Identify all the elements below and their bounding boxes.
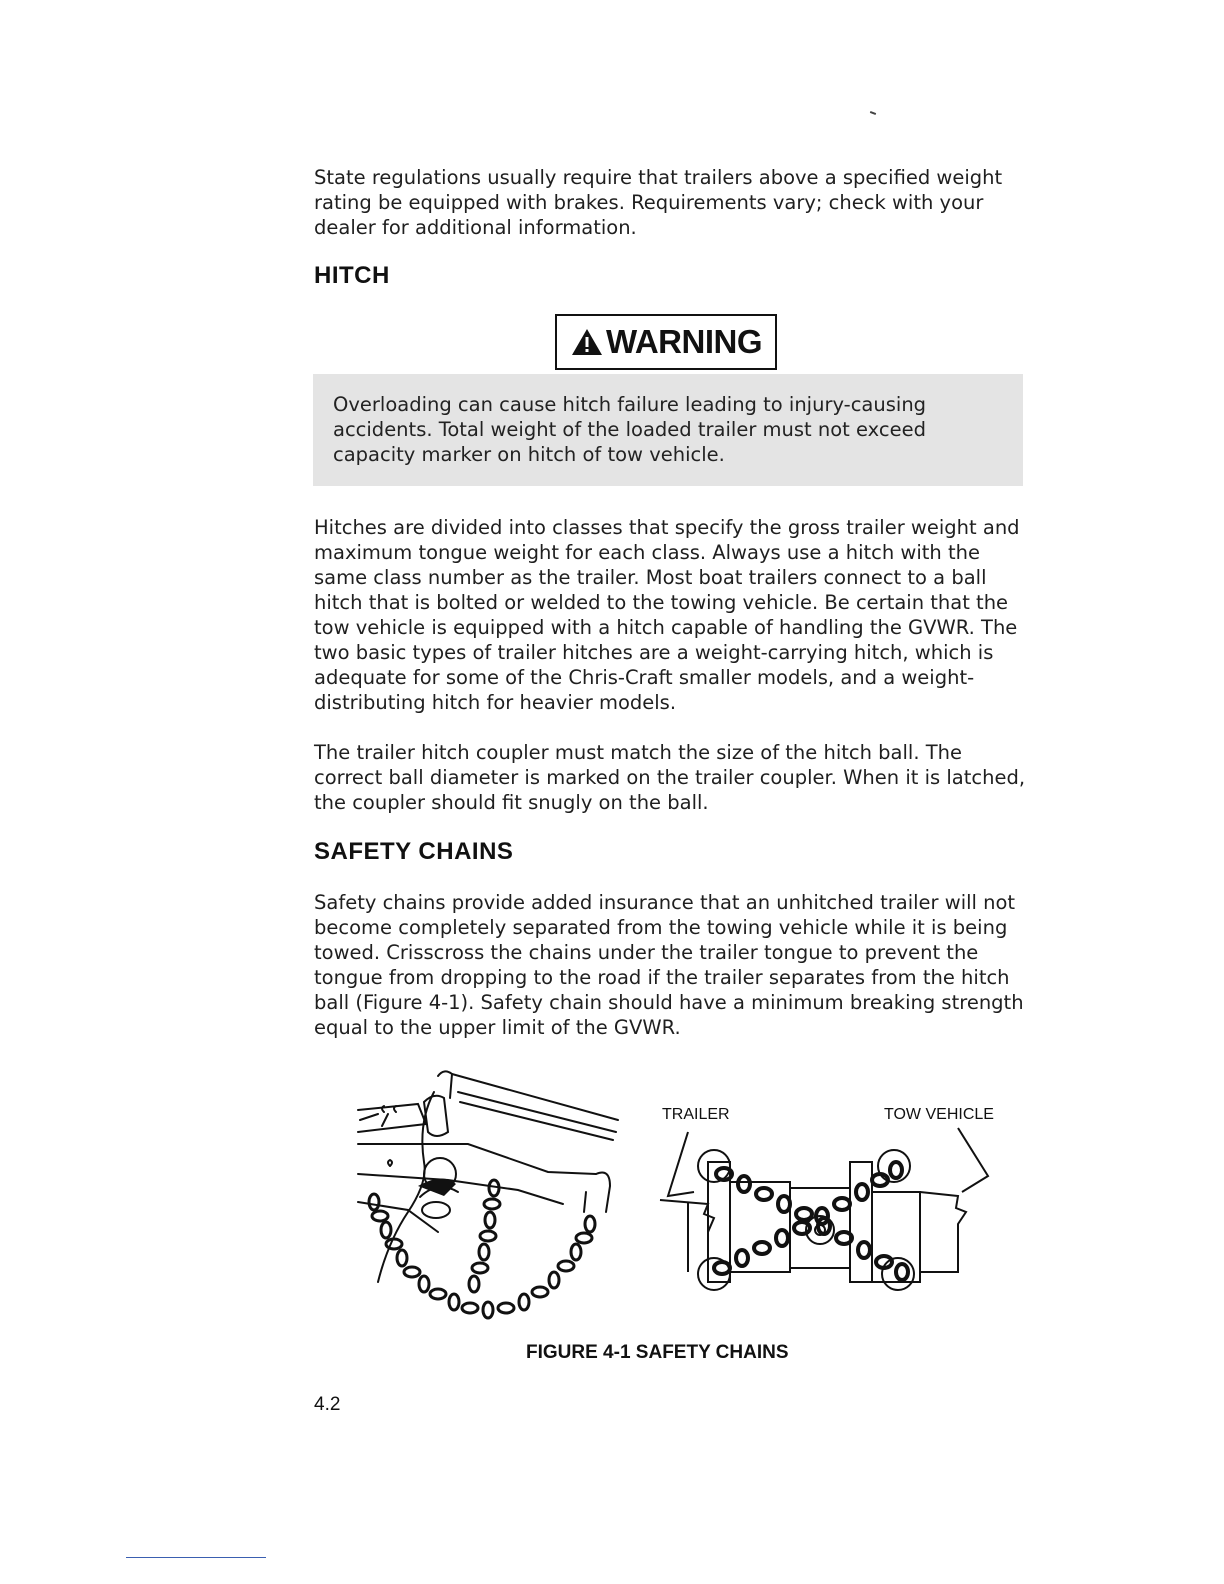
safety-chains-heading: SAFETY CHAINS — [314, 838, 514, 865]
warning-panel — [313, 374, 1023, 486]
warning-label: WARNING — [606, 323, 762, 360]
safety-chains-paragraph: Safety chains provide added insurance that an unhitched trailer will not become completely separated from the towing vehicle while it is being towed. Crisscross the chains under the trailer tongue to prevent the tongue from dropping to the road if the trailer separates from the hitch ball (Figure 4-1). Safety chain should have a minimum breaking strength equal to the upper limit of the GVWR. — [314, 891, 1024, 1039]
warning-triangle-icon — [570, 327, 604, 357]
brakes-paragraph: State regulations usually require that trailers above a specified weight rating be equipped with brakes. Requirements vary; check with your dealer for additional information. — [314, 166, 1003, 239]
hitch-illustration — [348, 1062, 638, 1344]
warning-text: Overloading can cause hitch failure leading to injury-causing accidents. Total weight of the loaded trailer must not exceed capacity marker on hitch of tow vehicle. — [333, 393, 927, 466]
trailer-label: TRAILER — [662, 1106, 730, 1123]
figure-caption: FIGURE 4-1 SAFETY CHAINS — [526, 1342, 789, 1363]
footer-rule — [126, 1557, 266, 1558]
coupler-paragraph: The trailer hitch coupler must match the size of the hitch ball. The correct ball diameter is marked on the trailer coupler. When it is latched, the coupler should fit snugly on the ball. — [314, 741, 1026, 814]
warning-label-box — [555, 314, 777, 370]
scan-speck — [870, 111, 876, 115]
page-number: 4.2 — [314, 1394, 341, 1415]
hitch-classes-paragraph: Hitches are divided into classes that specify the gross trailer weight and maximum tongue weight for each class. Always use a hitch with the same class number as the trailer. Most boat trailers connect to a ball hitch that is bolted or welded to the towing vehicle. Be certain that the tow vehicle is equipped with a hitch capable of handling the GVWR. The two basic types of trailer hitches are a weight-carrying hitch, which is adequate for some of the Chris-Craft smaller models, and a weight-distributing hitch for heavier models. — [314, 516, 1020, 714]
hitch-heading: HITCH — [314, 262, 390, 289]
figure-4-1 — [348, 1062, 1028, 1344]
tow-vehicle-label: TOW VEHICLE — [884, 1106, 994, 1123]
chain-diagram — [658, 1122, 1018, 1342]
